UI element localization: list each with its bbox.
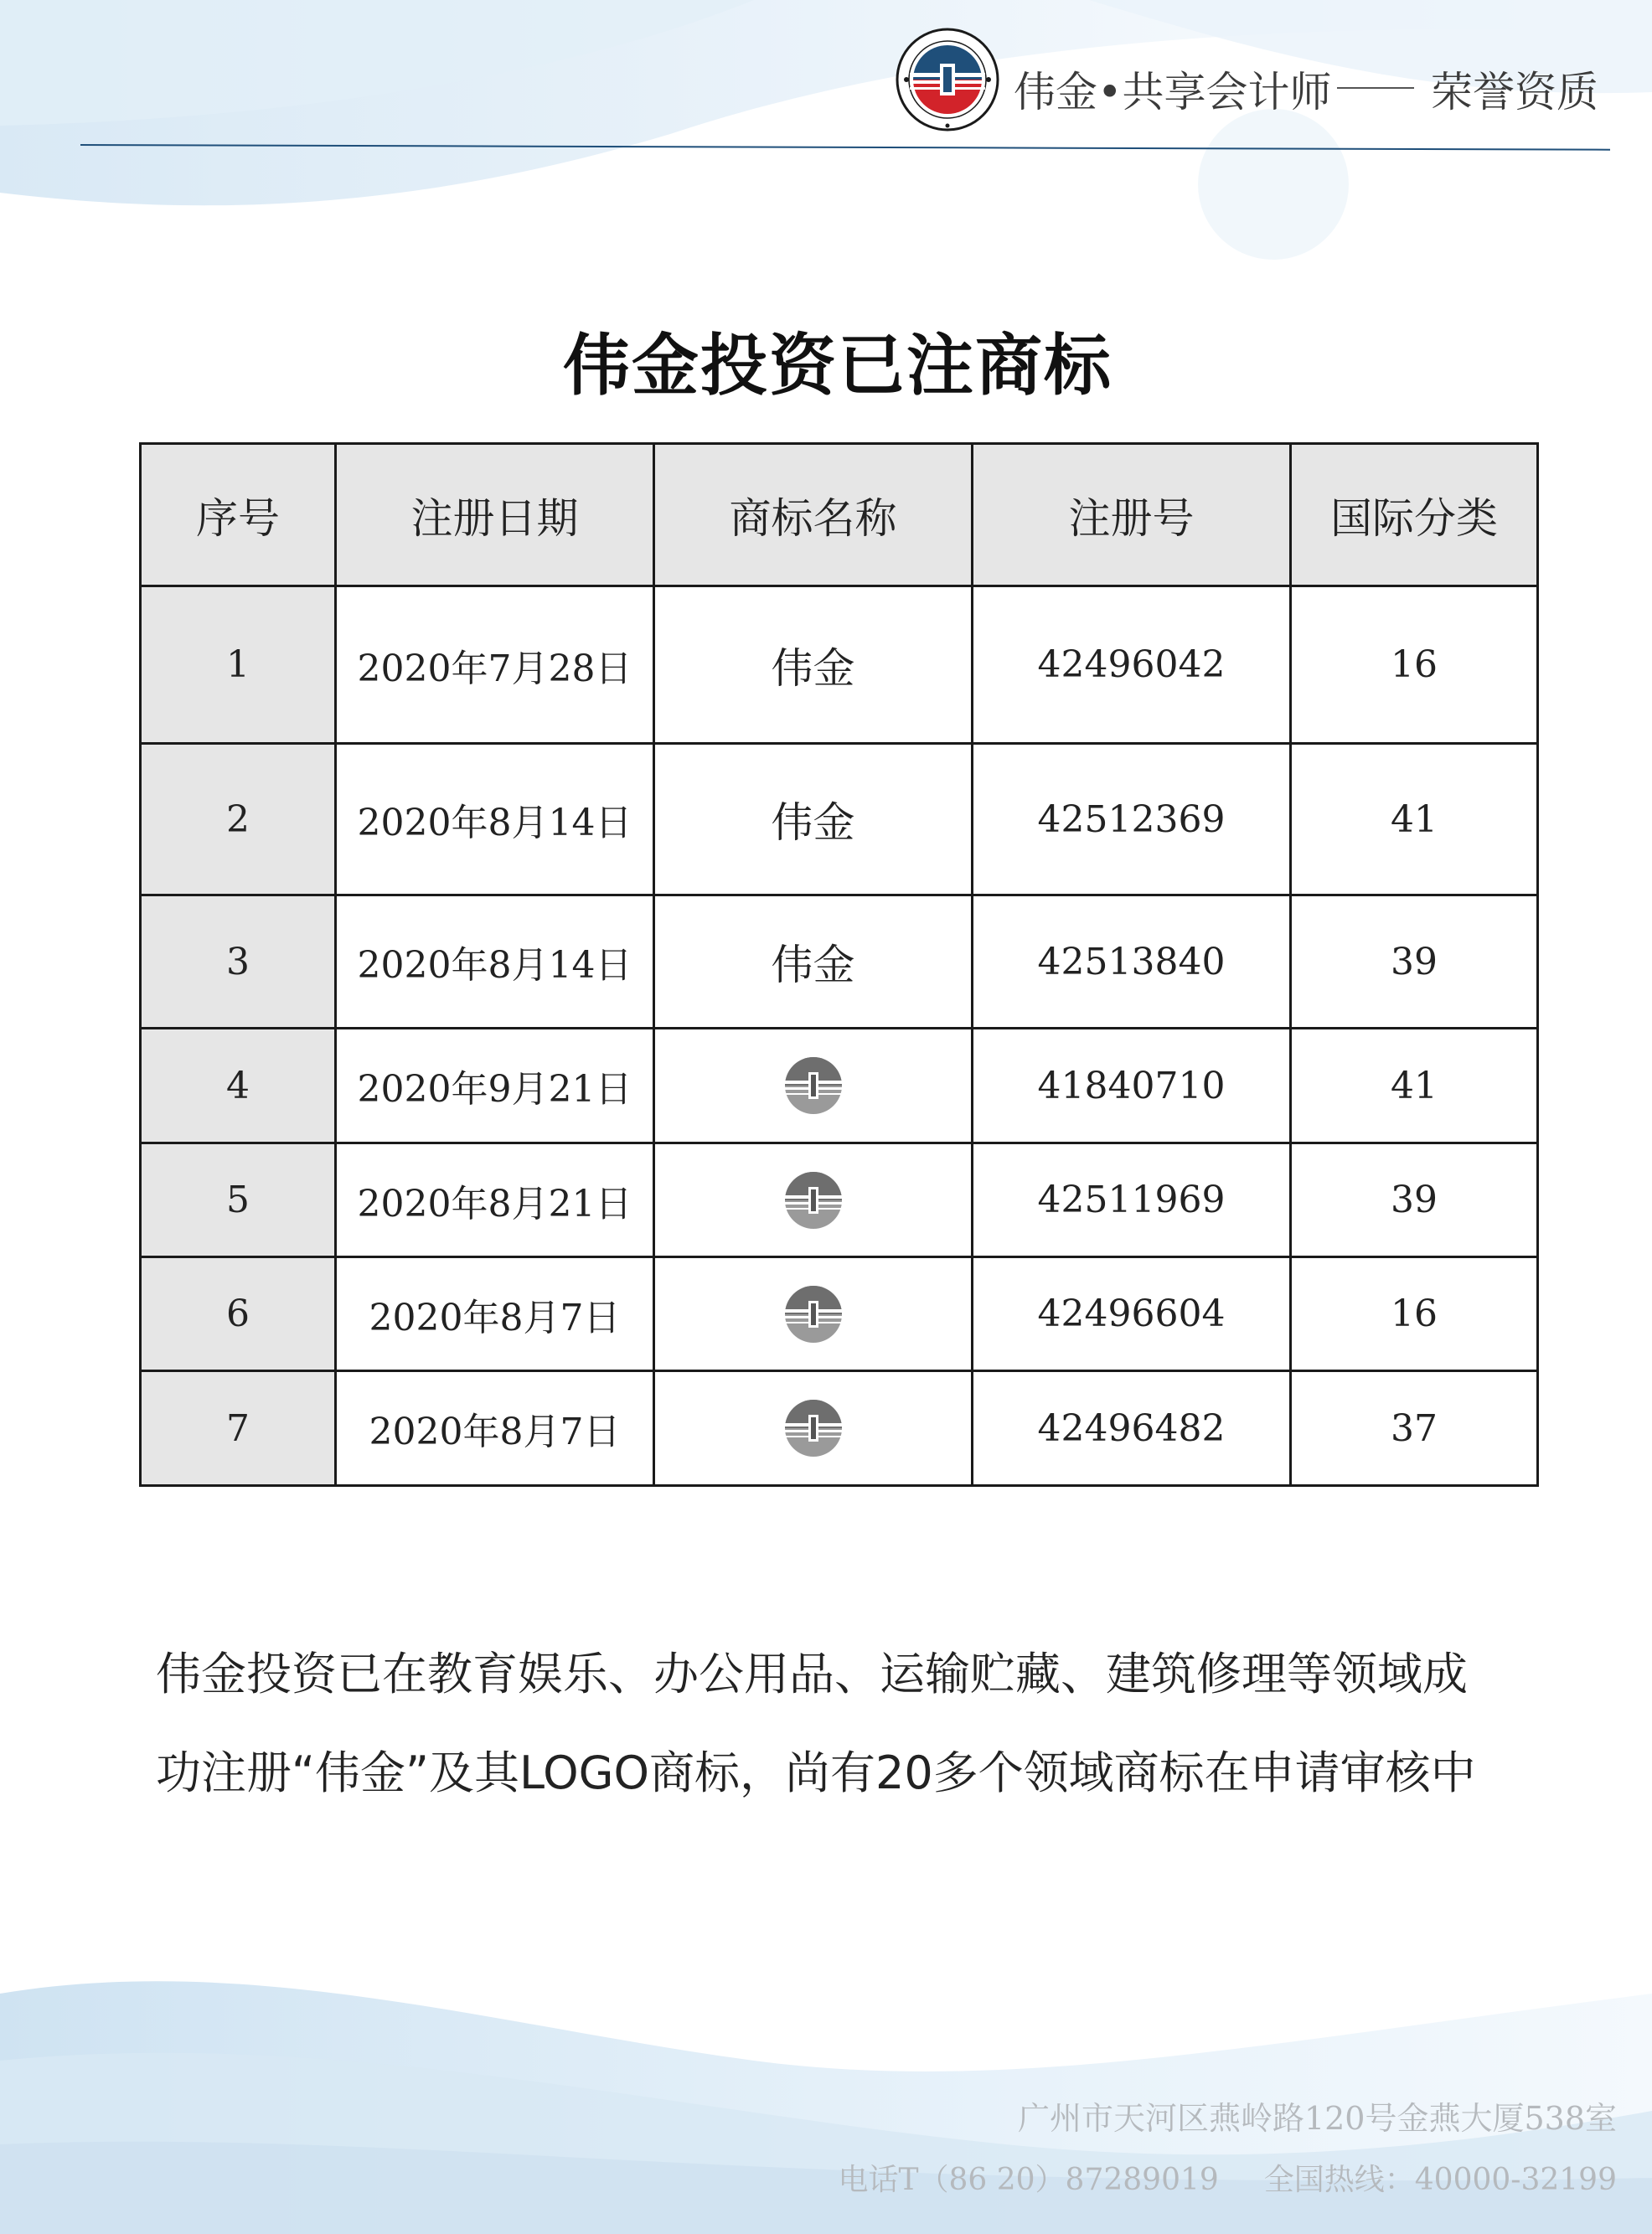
description-line: 伟金投资已在教育娱乐、办公用品、运输贮藏、建筑修理等领域成 [156,1648,1468,1700]
registration-date: 2020年8月21日 [336,1143,654,1257]
international-class: 16 [1291,1257,1538,1371]
trademark-logo-cell [654,1257,973,1371]
column-header-trademark-name: 商标名称 [654,444,973,586]
registration-number: 41840710 [973,1029,1291,1143]
registration-number: 42496604 [973,1257,1291,1371]
header-section-label: 荣誉资质 [1431,68,1598,116]
grayscale-emblem-icon [783,1170,844,1231]
description-line: 功注册“伟金”及其LOGO商标，尚有20多个领域商标在申请审核中 [156,1746,1476,1799]
international-class: 37 [1291,1371,1538,1486]
page-header [0,0,1652,159]
header-brand-title: 伟金•共享会计师 [1014,68,1332,116]
table-row [141,895,1538,1029]
table-row [141,1371,1538,1486]
header-rule-line [80,144,1610,151]
registration-number: 42496042 [973,586,1291,744]
international-class: 39 [1291,1143,1538,1257]
table-row [141,1257,1538,1371]
registration-date: 2020年8月14日 [336,744,654,895]
description-paragraph [156,1625,1530,1823]
page-title: 伟金投资已注商标 [563,327,1113,405]
table-row [141,1143,1538,1257]
column-header-registration-number: 注册号 [973,444,1291,586]
row-number: 1 [141,586,336,744]
registration-number: 42496482 [973,1371,1291,1486]
international-class: 41 [1291,1029,1538,1143]
grayscale-emblem-icon [783,1284,844,1344]
trademark-logo-cell [654,1371,973,1486]
table-row [141,744,1538,895]
row-number: 3 [141,895,336,1029]
column-header-number: 序号 [141,444,336,586]
trademark-name: 伟金 [654,895,973,1029]
registration-date: 2020年8月7日 [336,1257,654,1371]
header-divider-dash [1337,87,1414,89]
row-number: 7 [141,1371,336,1486]
footer-phone: 电话T（86 20）87289019 [838,2163,1219,2197]
trademark-name: 伟金 [654,744,973,895]
row-number: 6 [141,1257,336,1371]
international-class: 41 [1291,744,1538,895]
column-header-date: 注册日期 [336,444,654,586]
row-number: 2 [141,744,336,895]
footer-hotline: 全国热线：40000-32199 [1263,2163,1617,2197]
registration-number: 42513840 [973,895,1291,1029]
row-number: 5 [141,1143,336,1257]
footer-address: 广州市天河区燕岭路120号金燕大厦538室 [1017,2100,1617,2137]
registration-date: 2020年9月21日 [336,1029,654,1143]
row-number: 4 [141,1029,336,1143]
table-header-row [141,444,1538,586]
registration-date: 2020年8月14日 [336,895,654,1029]
company-seal-logo-icon [895,27,1000,132]
trademark-table [139,442,1539,1487]
trademark-logo-cell [654,1029,973,1143]
table-row [141,1029,1538,1143]
footer-contact [838,2156,1617,2199]
registration-number: 42511969 [973,1143,1291,1257]
registration-date: 2020年7月28日 [336,586,654,744]
table-row [141,586,1538,744]
trademark-name: 伟金 [654,586,973,744]
grayscale-emblem-icon [783,1055,844,1116]
international-class: 16 [1291,586,1538,744]
registration-number: 42512369 [973,744,1291,895]
column-header-international-class: 国际分类 [1291,444,1538,586]
registration-date: 2020年8月7日 [336,1371,654,1486]
trademark-logo-cell [654,1143,973,1257]
international-class: 39 [1291,895,1538,1029]
grayscale-emblem-icon [783,1398,844,1458]
